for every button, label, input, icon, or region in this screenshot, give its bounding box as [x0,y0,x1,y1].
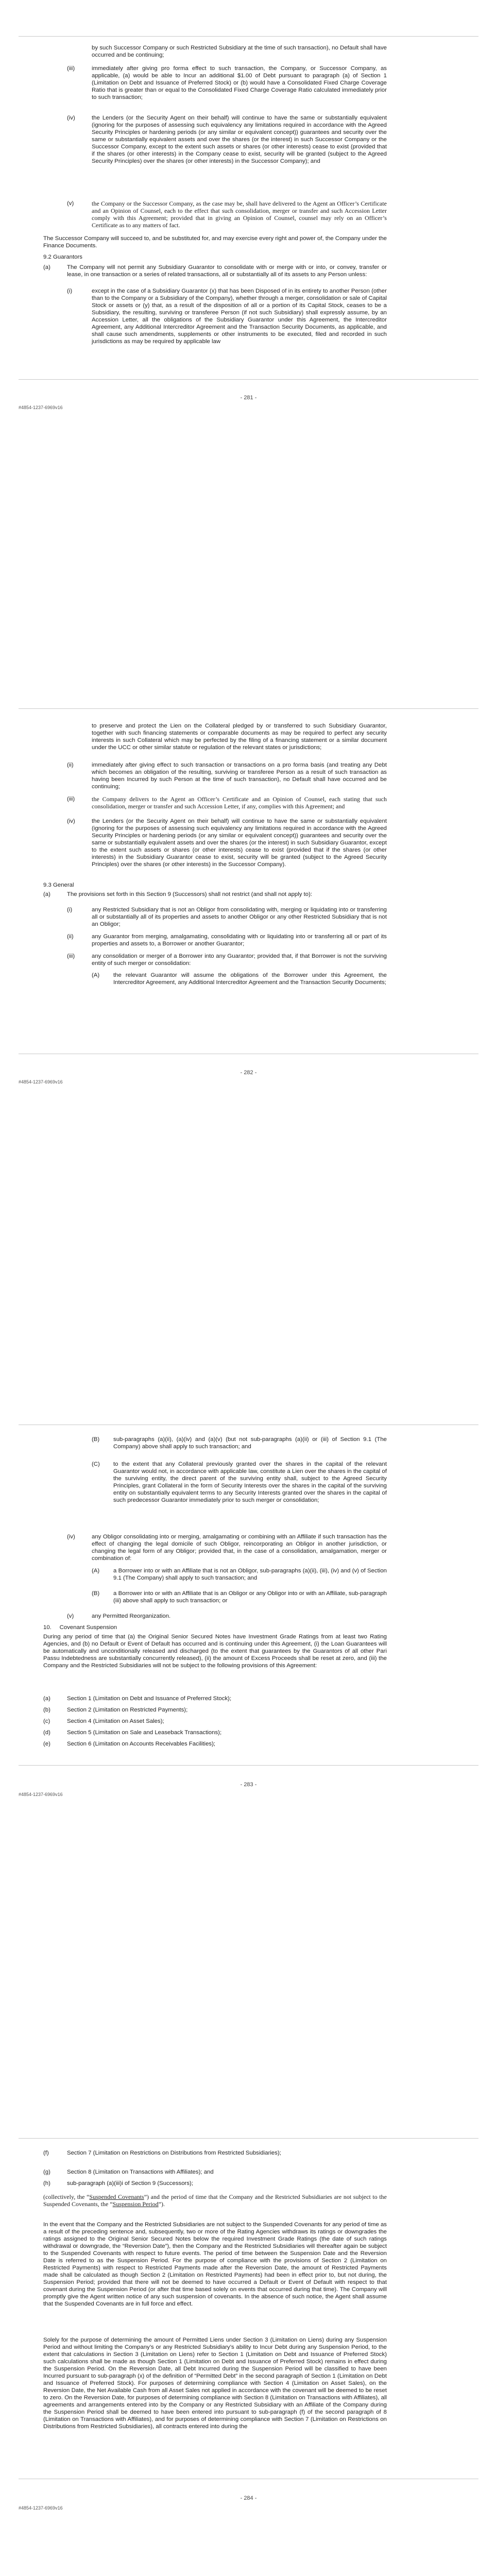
paragraph-collectively: (collectively, the “Suspended Covenants”) and the period of time that the Company and the Restricted Subsidiaries are not subject to the Suspended Covenants, the “Suspension Period”). [43,2193,387,2208]
defined-term: Suspended Covenants [89,2193,144,2200]
paragraph-ii: any Guarantor from merging, amalgamating, consolidating with or liquidating into or transferring all or part of its properties and assets to, a Borrower or another Guarantor; [92,934,387,947]
list-item: Section 1 (Limitation on Debt and Issuance of Preferred Stock); [67,1696,232,1702]
paragraph-iv: the Lenders (or the Security Agent on their behalf) will continue to have the same or substantially equivalent (ignoring for the purposes of assessing such equivalency any limitations required in accordance with the Agreed Security Principles or hardening periods (or any similar or equivalent concept)) guarantees and security over the same or substantially equivalent assets and over the shares (or the interest) in such Subsidiary Guarantor, except to the extent such assets or shares (or other interests) cease to exist (provided that if the shares (or other interests) in the Subsidiary Guarantor cease to exist, security will be granted (subject to the Agreed Security Principles) over the shares (or other interests) in the Successor Company). [92,818,387,868]
paragraph-A: the relevant Guarantor will assume the obligations of the Borrower under this Agreement, the Intercreditor Agreement, any Additional Intercreditor Agreement and the Transaction Security Documents; [113,972,387,986]
item-label: (iii) [67,796,75,802]
item-label: (B) [92,1590,100,1597]
paragraph-event: In the event that the Company and the Restricted Subsidiaries are not subject to the Suspended Covenants for any period of time as a result of the preceding sentence and, subsequently, two or more of the Rating Agencies withdraws its ratings or downgrades the ratings assigned to the Original Senior Secured Notes below the required Investment Grade Ratings (the date of such ratings withdrawal or downgrade, the “Reversion Date”), then the Company and the Restricted Subsidiaries will thereafter again be subject to the Suspended Covenants with respect to future events. The period of time between the Suspension Date and the Reversion Date is referred to as the Suspension Period. For the purpose of compliance with the provisions of Section 2 (Limitation on Restricted Payments) with respect to Restricted Payments made after the Reversion Date, the amount of Restricted Payments made shall be calculated as though Section 2 (Limitation on Restricted Payments) had been in effect prior to, but not during, the Suspension Period; provided that there will not be deemed to have occurred a Default or Event of Default with respect to that covenant during the Suspension Period (or after that time based solely on events that occurred during that time). The Company will promptly give the Agent written notice of any such suspension of covenants. In the absence of such notice, the Agent shall assume that the Suspended Covenants are in full force and effect. [43,2222,387,2307]
list-item: Section 2 (Limitation on Restricted Payments); [67,1707,188,1713]
paragraph-iii: any consolidation or merger of a Borrower into any Guarantor; provided that, if that Borrower is not the surviving entity of such merger or consolidation: [92,953,387,967]
section-heading: 9.3 General [43,882,74,888]
bottom-rule [19,379,478,380]
section-heading: 9.2 Guarantors [43,254,82,260]
page-281 [0,0,497,677]
paragraph-solely: Solely for the purpose of determining the amount of Permitted Liens under Section 3 (Limitation on Liens) during any Suspension Period and without limiting the Company’s or any Restricted Subsidiary’s ability to Incur Debt during any Suspension Period, to the extent that calculations in Section 3 (Limitation on Liens) refer to Section 1 (Limitation on Debt and Issuance of Preferred Stock) such calculations shall be made as though Section 1 (Limitation on Debt and Issuance of Preferred Stock) remains in effect during the Suspension Period. On the Reversion Date, all Debt Incurred during the Suspension Period will be classified to have been Incurred pursuant to sub-paragraph (x) of the definition of “Permitted Debt” in the second paragraph of Section 1 (Limitation on Debt and Issuance of Preferred Stock). For purposes of determining compliance with Section 4 (Limitation on Asset Sales), on the Reversion Date, the Net Available Cash from all Asset Sales not applied in accordance with the covenant will be deemed to be reset to zero. On the Reversion Date, for purposes of determining compliance with Section 8 (Limitation on Transactions with Affiliates), all agreements and arrangements entered into by the Company or any Restricted Subsidiary with an Affiliate of the Company during the Suspension Period shall be deemed to have been entered into pursuant to sub-paragraph (f) of the second paragraph of 8 (Limitation on Transactions with Affiliates), and for purposes of determining compliance with Section 7 (Limitation on Restrictions on Distributions from Restricted Subsidiaries), all contracts entered into during the [43,2337,387,2430]
paragraph-continuation: by such Successor Company or such Restricted Subsidiary at the time of such transaction), no Default shall have occurred and be continuing; [92,45,387,58]
paragraph-successor: The Successor Company will succeed to, and be substituted for, and may exercise every right and power of, the Company under the Finance Documents. [43,235,387,249]
paragraph-i: except in the case of a Subsidiary Guarantor (x) that has been Disposed of in its entirety to another Person (other than to the Company or a Subsidiary of the Company), whether through a merger, consolidation or sale of Capital Stock or assets or (y) that, as a result of the disposition of all or a portion of its Capital Stock, ceases to be a Subsidiary, the resulting, surviving or transferee Person (if not such Subsidiary) shall expressly assume, by an Accession Letter, all the obligations of the Subsidiary Guarantor under this Agreement, the Intercreditor Agreement, any Additional Intercreditor Agreement and the Transaction Security Documents, as applicable, and shall cause such amendments, supplements or other instruments to be executed, filed and recorded in such jurisdictions as may be required by applicable law [92,288,387,345]
paragraph-A: a Borrower into or with an Affiliate that is not an Obligor, sub-paragraphs (a)(ii), (iii), (iv) and (v) of Section 9.1 (The Company) shall apply to such transaction; and [113,1568,387,1581]
item-label: (a) [43,264,50,270]
page-number: - 282 - [240,1070,257,1076]
paragraph-v: any Permitted Reorganization. [92,1613,171,1619]
list-label: (b) [43,1707,50,1713]
item-label: (iv) [67,115,75,121]
page-number: - 281 - [240,395,257,401]
list-item: Section 4 (Limitation on Asset Sales); [67,1718,164,1724]
page-282 [0,677,497,1391]
item-label: (v) [67,1613,74,1619]
paragraph-i: any Restricted Subsidiary that is not an Obligor from consolidating with, merging or liquidating into or transferring all or substantially all of its properties and assets to another Obligor or any other Restricted Subsidiary that is not an Obligor; [92,907,387,927]
item-label: (C) [92,1461,100,1467]
page-283 [0,1391,497,2105]
document-id: #4854-1237-6969v16 [19,405,63,410]
paragraph-C: to the extent that any Collateral previously granted over the shares in the capital of the relevant Guarantor would not, in accordance with applicable law, constitute a Lien over the shares in the capital of the surviving entity, the direct parent of the surviving entity shall, subject to the Agreed Security Principles, grant Collateral in the form of Security Interests over the shares in the capital of the surviving entity on substantially equivalent terms to any Security Interests granted over the shares in the capital of such predecessor Guarantor immediately prior to such merger or consolidation; [113,1461,387,1503]
item-label: (iii) [67,953,75,959]
list-label: (e) [43,1741,50,1747]
page-284 [0,2105,497,2576]
paragraph-a: The provisions set forth in this Section 9 (Successors) shall not restrict (and shall not apply to): [67,891,313,897]
list-label: (h) [43,2180,50,2187]
item-label: (ii) [67,762,74,768]
section-heading: 10. Covenant Suspension [43,1624,117,1631]
item-label: (i) [67,907,73,913]
list-label: (g) [43,2169,50,2175]
paragraph-iv: the Lenders (or the Security Agent on their behalf) will continue to have the same or substantially equivalent (ignoring for the purposes of assessing such equivalency any limitations required in accordance with the Agreed Security Principles or hardening periods (or any similar or equivalent concept)) guarantees and security over the same or substantially equivalent assets and over the shares (or the interest) in such Successor Company or the Successor Company, except to the extent such assets or shares (or other interests) cease to exist (provided that if the shares (or other interests) in the Company cease to exist, security will be granted (subject to the Agreed Security Principles) over the shares (or other interests) in the Successor Company); and [92,115,387,164]
paragraph-ii: immediately after giving effect to such transaction or transactions on a pro forma basis (and treating any Debt which becomes an obligation of the resulting, surviving or transferee Person as a result of such transaction as having been Incurred by such Person at the time of such transaction), no Default shall have occurred and be continuing; [92,762,387,790]
document-id: #4854-1237-6969v16 [19,1079,63,1084]
item-label: (iv) [67,1534,75,1540]
item-label: (A) [92,1568,100,1574]
list-label: (f) [43,2150,49,2156]
list-label: (d) [43,1730,50,1736]
paragraph-iii: the Company delivers to the Agent an Officer’s Certificate and an Opinion of Counsel, each stating that such consolidation, merger or transfer and such Accession Letter, if any, complies with this Agreement; and [92,795,387,810]
paragraph-iii: immediately after giving pro forma effect to such transaction, the Company, or Successor Company, as applicable, (a) would be able to Incur an additional $1.00 of Debt pursuant to paragraph (a) of Section 1 (Limitation on Debt and Issuance of Preferred Stock) or (b) would have a Consolidated Fixed Charge Coverage Ratio that is greater than or equal to the Consolidated Fixed Charge Coverage Ratio calculated immediately prior to such transaction; [92,65,387,100]
top-rule [19,708,478,709]
item-label: (v) [67,200,74,207]
item-label: (A) [92,972,100,978]
list-label: (c) [43,1718,50,1724]
bottom-rule [19,1765,478,1766]
item-label: (i) [67,288,73,294]
document-id: #4854-1237-6969v16 [19,1792,63,1797]
paragraph-continuation: to preserve and protect the Lien on the Collateral pledged by or transferred to such Subsidiary Guarantor, together with such financing statements or comparable documents as may be required to perfect any security interests in such Collateral which may be perfected by the filing of a financing statement or a similar document under the UCC or other similar statute or regulation of the relevant states or jurisdictions; [92,723,387,751]
list-item: Section 6 (Limitation on Accounts Receivables Facilities); [67,1741,216,1747]
list-item: Section 5 (Limitation on Sale and Leaseback Transactions); [67,1730,222,1736]
item-label: (iii) [67,65,75,72]
top-rule [19,36,478,37]
paragraph-iv: any Obligor consolidating into or merging, amalgamating or combining with an Affiliate if such transaction has the effect of changing the legal domicile of such Obligor, reincorporating an Obligor in another jurisdiction, or changing the legal form of any Obligor; provided that, in the case of a consolidation, amalgamation, merger or combination of: [92,1534,387,1562]
paragraph-a: The Company will not permit any Subsidiary Guarantor to consolidate with or merge with or into, or convey, transfer or lease, in one transaction or a series of related transactions, all or substantially all of its assets to any Person unless: [67,264,387,278]
list-item: sub-paragraph (a)(iii)i of Section 9 (Successors); [67,2180,193,2187]
list-label: (a) [43,1696,50,1702]
item-label: (ii) [67,934,74,940]
item-label: (iv) [67,818,75,824]
page-number: - 283 - [240,1782,257,1788]
list-item: Section 7 (Limitation on Restrictions on Distributions from Restricted Subsidiaries); [67,2150,281,2156]
paragraph-B: a Borrower into or with an Affiliate that is an Obligor or any Obligor into or with an Affiliate, sub-paragraph (iii) above shall apply to such transaction; or [113,1590,387,1604]
paragraph-B: sub-paragraphs (a)(ii), (a)(iv) and (a)(v) (but not sub-paragraphs (a)(ii) or (iii) of Section 9.1 (The Company) above shall apply to such transaction; and [113,1436,387,1450]
top-rule [19,2138,478,2139]
page-number: - 284 - [240,2495,257,2501]
paragraph-intro: During any period of time that (a) the Original Senior Secured Notes have Investment Grade Ratings from at least two Rating Agencies, and (b) no Default or Event of Default has occurred and is continuing under this Agreement, (i) the Loan Guarantees will be automatically and unconditionally released and discharged (to the extent that guarantees by the Guarantors of all other Pari Passu Indebtedness are substantially concurrently released), (ii) the amount of Excess Proceeds shall be reset at zero, and (iii) the Company and the Restricted Subsidiaries will not be subject to the following provisions of this Agreement: [43,1634,387,1669]
document-id: #4854-1237-6969v16 [19,2505,63,2511]
paragraph-v: the Company or the Successor Company, as the case may be, shall have delivered to the Agent an Officer’s Certificate and an Opinion of Counsel, each to the effect that such consolidation, merger or transfer and such Accession Letter comply with this Agreement; provided that in giving an Opinion of Counsel, counsel may rely on an Officer’s Certificate as to any matters of fact. [92,200,387,229]
list-item: Section 8 (Limitation on Transactions with Affiliates); and [67,2169,214,2175]
defined-term: Suspension Period [112,2200,159,2208]
item-label: (a) [43,891,50,897]
item-label: (B) [92,1436,100,1443]
